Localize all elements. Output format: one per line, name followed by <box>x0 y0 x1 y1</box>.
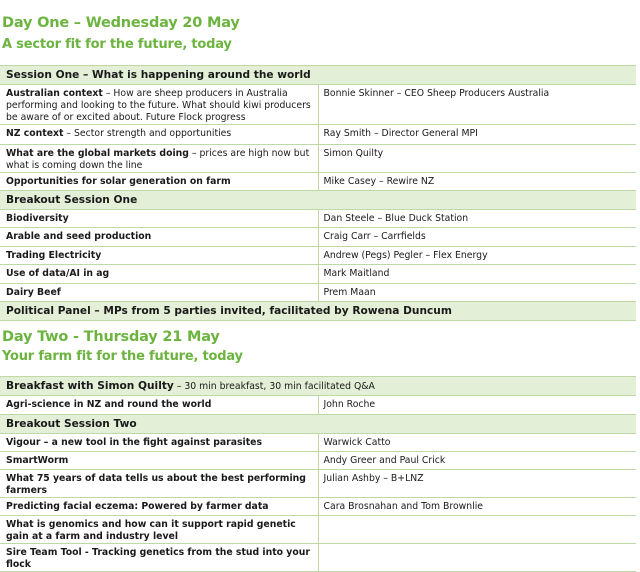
topic-title: What are the global markets doing <box>6 148 189 159</box>
topic-title: Australian context <box>6 88 103 99</box>
row-speaker: John Roche <box>318 396 636 415</box>
row-speaker: Mark Maitland <box>318 265 636 284</box>
session-one-header <box>0 66 636 85</box>
row-topic: Vigour – a new tool in the fight against parasites <box>0 434 318 452</box>
table-row <box>0 498 636 516</box>
row-speaker: Prem Maan <box>318 284 636 302</box>
topic-title: NZ context <box>6 128 64 139</box>
day-two-title: Day Two - Thursday 21 May <box>2 329 220 345</box>
table-row <box>0 145 636 173</box>
row-topic: Trading Electricity <box>0 247 318 265</box>
table-row <box>0 85 636 125</box>
row-speaker: Dan Steele – Blue Duck Station <box>318 210 636 228</box>
political-panel-title: Political Panel – MPs from 5 parties invited, facilitated by Rowena Duncum <box>0 302 636 321</box>
row-topic <box>0 125 318 145</box>
table-row <box>0 470 636 498</box>
breakout-two-header <box>0 415 636 434</box>
day-one-agenda <box>0 65 636 321</box>
row-speaker: Andy Greer and Paul Crick <box>318 452 636 470</box>
row-speaker: Bonnie Skinner – CEO Sheep Producers Australia <box>318 85 636 125</box>
row-topic <box>0 145 318 173</box>
topic-title: Opportunities for solar generation on farm <box>6 176 231 187</box>
table-row <box>0 265 636 284</box>
row-topic: Dairy Beef <box>0 284 318 302</box>
day-one-title: Day One – Wednesday 20 May <box>2 15 240 31</box>
table-row <box>0 452 636 470</box>
row-topic: Predicting facial eczema: Powered by farmer data <box>0 498 318 516</box>
row-speaker <box>318 516 636 544</box>
breakout-one-title: Breakout Session One <box>0 191 636 210</box>
breakfast-header <box>0 377 636 396</box>
breakfast-title <box>0 377 636 396</box>
row-topic: What 75 years of data tells us about the best performing farmers <box>0 470 318 498</box>
row-speaker: Ray Smith – Director General MPI <box>318 125 636 145</box>
table-row <box>0 173 636 191</box>
table-row <box>0 284 636 302</box>
breakfast-desc: – 30 min breakfast, 30 min facilitated Q&A <box>173 380 375 392</box>
topic-desc: – prices are high now but what is coming down the line <box>6 148 310 171</box>
day-two-agenda <box>0 376 636 572</box>
row-speaker: Simon Quilty <box>318 145 636 173</box>
table-row <box>0 228 636 247</box>
topic-desc: – Sector strength and opportunities <box>63 128 232 139</box>
day-one-subtitle: A sector fit for the future, today <box>2 37 232 52</box>
day-two-subtitle: Your farm fit for the future, today <box>2 349 243 364</box>
breakout-one-header <box>0 191 636 210</box>
row-topic: Agri-science in NZ and round the world <box>0 396 318 415</box>
row-speaker: Julian Ashby – B+LNZ <box>318 470 636 498</box>
row-topic: Use of data/AI in ag <box>0 265 318 284</box>
row-speaker <box>318 544 636 572</box>
row-topic: What is genomics and how can it support rapid genetic gain at a farm and industry level <box>0 516 318 544</box>
row-speaker: Mike Casey – Rewire NZ <box>318 173 636 191</box>
breakfast-name: Breakfast with Simon Quilty <box>6 379 174 392</box>
table-row <box>0 516 636 544</box>
table-row <box>0 247 636 265</box>
table-row <box>0 396 636 415</box>
row-topic: Sire Team Tool - Tracking genetics from the stud into your flock <box>0 544 318 572</box>
row-speaker: Warwick Catto <box>318 434 636 452</box>
row-topic <box>0 173 318 191</box>
political-panel-header <box>0 302 636 321</box>
breakout-two-title: Breakout Session Two <box>0 415 636 434</box>
row-topic <box>0 85 318 125</box>
topic-desc: – How are sheep producers in Australia performing and looking to the future. What should kiwi producers be aware of or excited about. Future Flock progress <box>6 88 311 123</box>
row-speaker: Craig Carr – Carrfields <box>318 228 636 247</box>
table-row <box>0 210 636 228</box>
table-row <box>0 544 636 572</box>
row-topic: Biodiversity <box>0 210 318 228</box>
row-speaker: Cara Brosnahan and Tom Brownlie <box>318 498 636 516</box>
row-speaker: Andrew (Pegs) Pegler – Flex Energy <box>318 247 636 265</box>
row-topic: Arable and seed production <box>0 228 318 247</box>
row-topic: SmartWorm <box>0 452 318 470</box>
table-row <box>0 434 636 452</box>
table-row <box>0 125 636 145</box>
session-one-title: Session One – What is happening around the world <box>0 66 636 85</box>
